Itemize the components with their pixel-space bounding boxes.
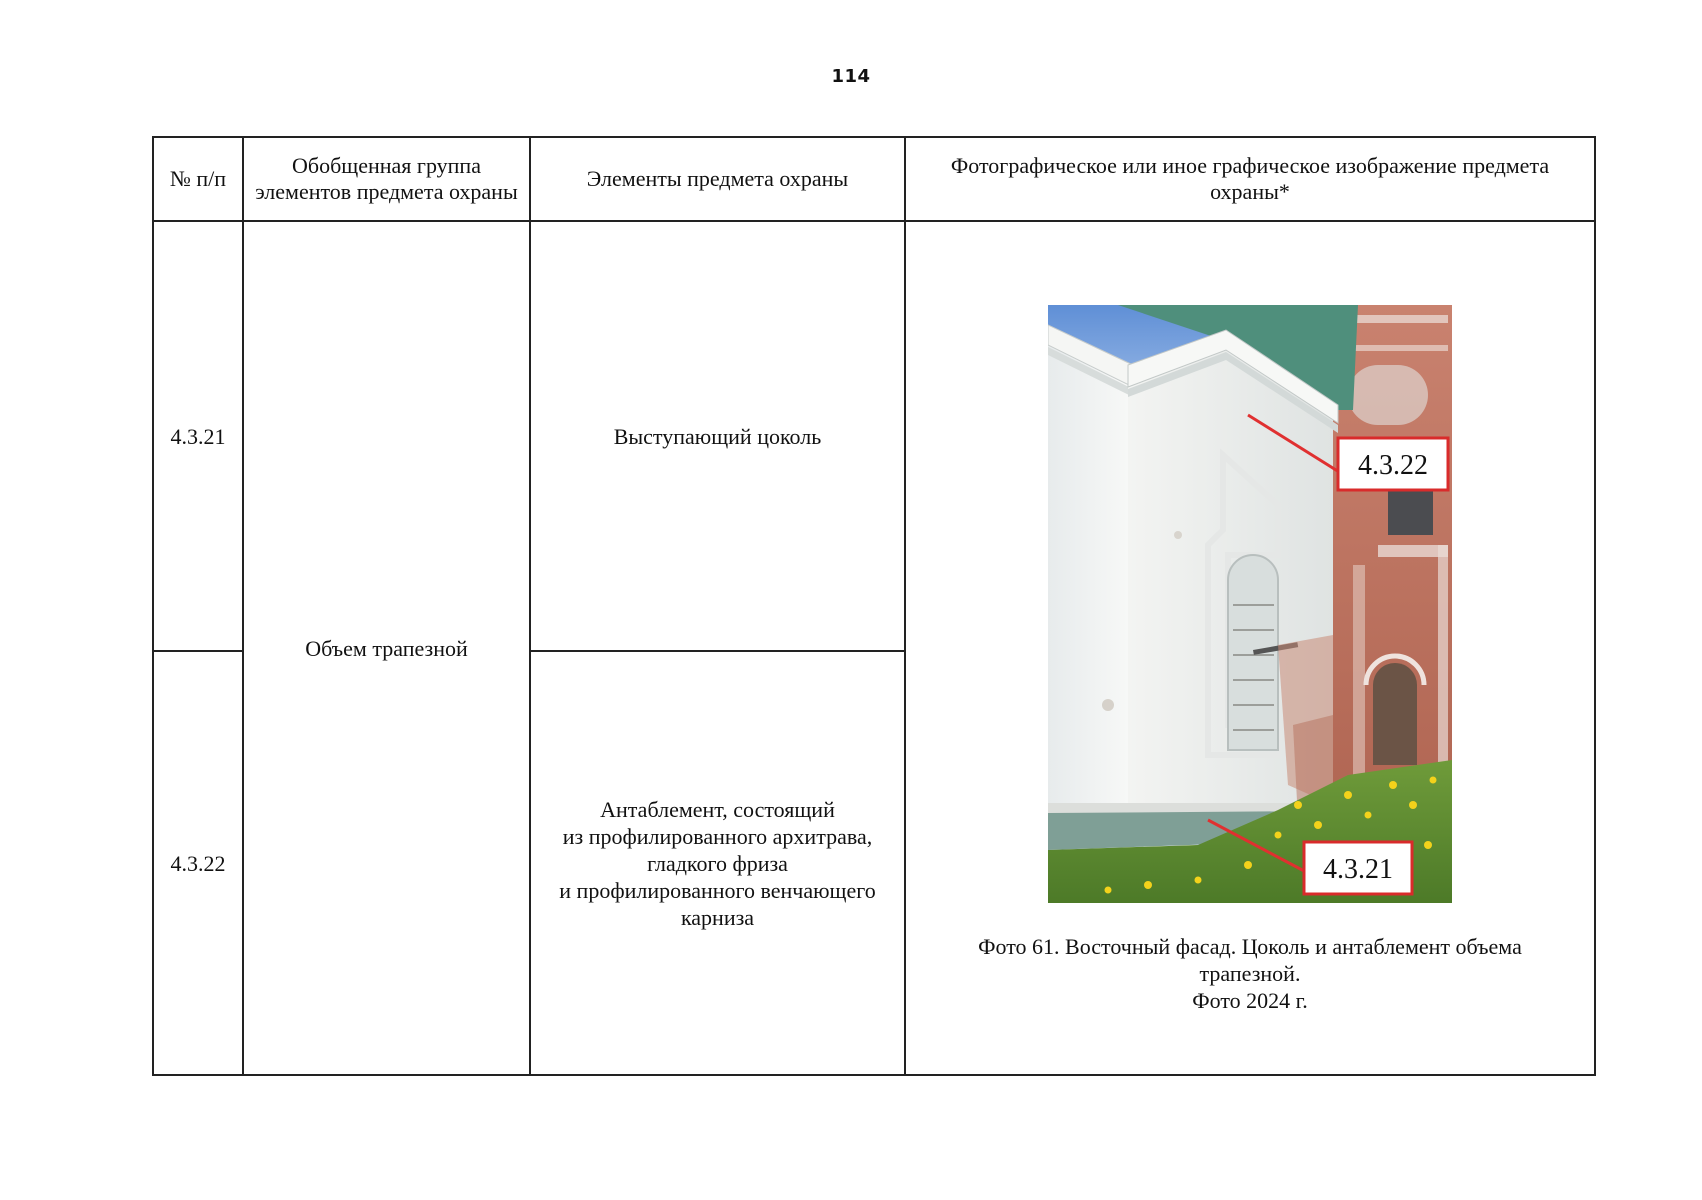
element-line: карниза	[680, 904, 755, 930]
building-side-wall	[1048, 325, 1128, 825]
header-group: Обобщенная группа элементов предмета охраны	[243, 137, 530, 221]
table-header-row	[153, 137, 1595, 221]
caption-line: Фото 2024 г.	[1192, 988, 1308, 1013]
photo-caption	[912, 933, 1588, 1014]
header-image: Фотографическое или иное графическое изображение предмета охраны*	[905, 137, 1595, 221]
label-bottom	[1304, 842, 1412, 894]
label-top	[1338, 438, 1448, 490]
element-line: гладкого фриза	[647, 850, 788, 876]
caption-line: Фото 61. Восточный фасад. Цоколь и антаблемент объема	[978, 934, 1522, 959]
label-bottom-text: 4.3.21	[1323, 854, 1393, 885]
element-cell: Выступающий цоколь	[530, 221, 905, 651]
caption-line: трапезной.	[1199, 961, 1301, 986]
element-line: Антаблемент, состоящий	[600, 796, 835, 822]
protection-elements-table	[152, 136, 1596, 1076]
row-number: 4.3.22	[153, 651, 243, 1075]
image-cell	[905, 221, 1595, 1075]
table-row	[153, 221, 1595, 651]
blind-window	[1228, 555, 1278, 750]
row-number: 4.3.21	[153, 221, 243, 651]
header-number: № п/п	[153, 137, 243, 221]
group-cell: Объем трапезной	[243, 221, 530, 1075]
facade-photo	[1048, 305, 1452, 903]
page-number: 114	[831, 66, 871, 87]
element-line: и профилированного венчающего	[559, 877, 876, 903]
label-top-text: 4.3.22	[1358, 450, 1428, 481]
element-line: из профилированного архитрава,	[562, 823, 873, 849]
facade-photo-image	[1048, 305, 1452, 903]
element-cell	[530, 651, 905, 1075]
church-door	[1373, 663, 1417, 765]
header-elements: Элементы предмета охраны	[530, 137, 905, 221]
